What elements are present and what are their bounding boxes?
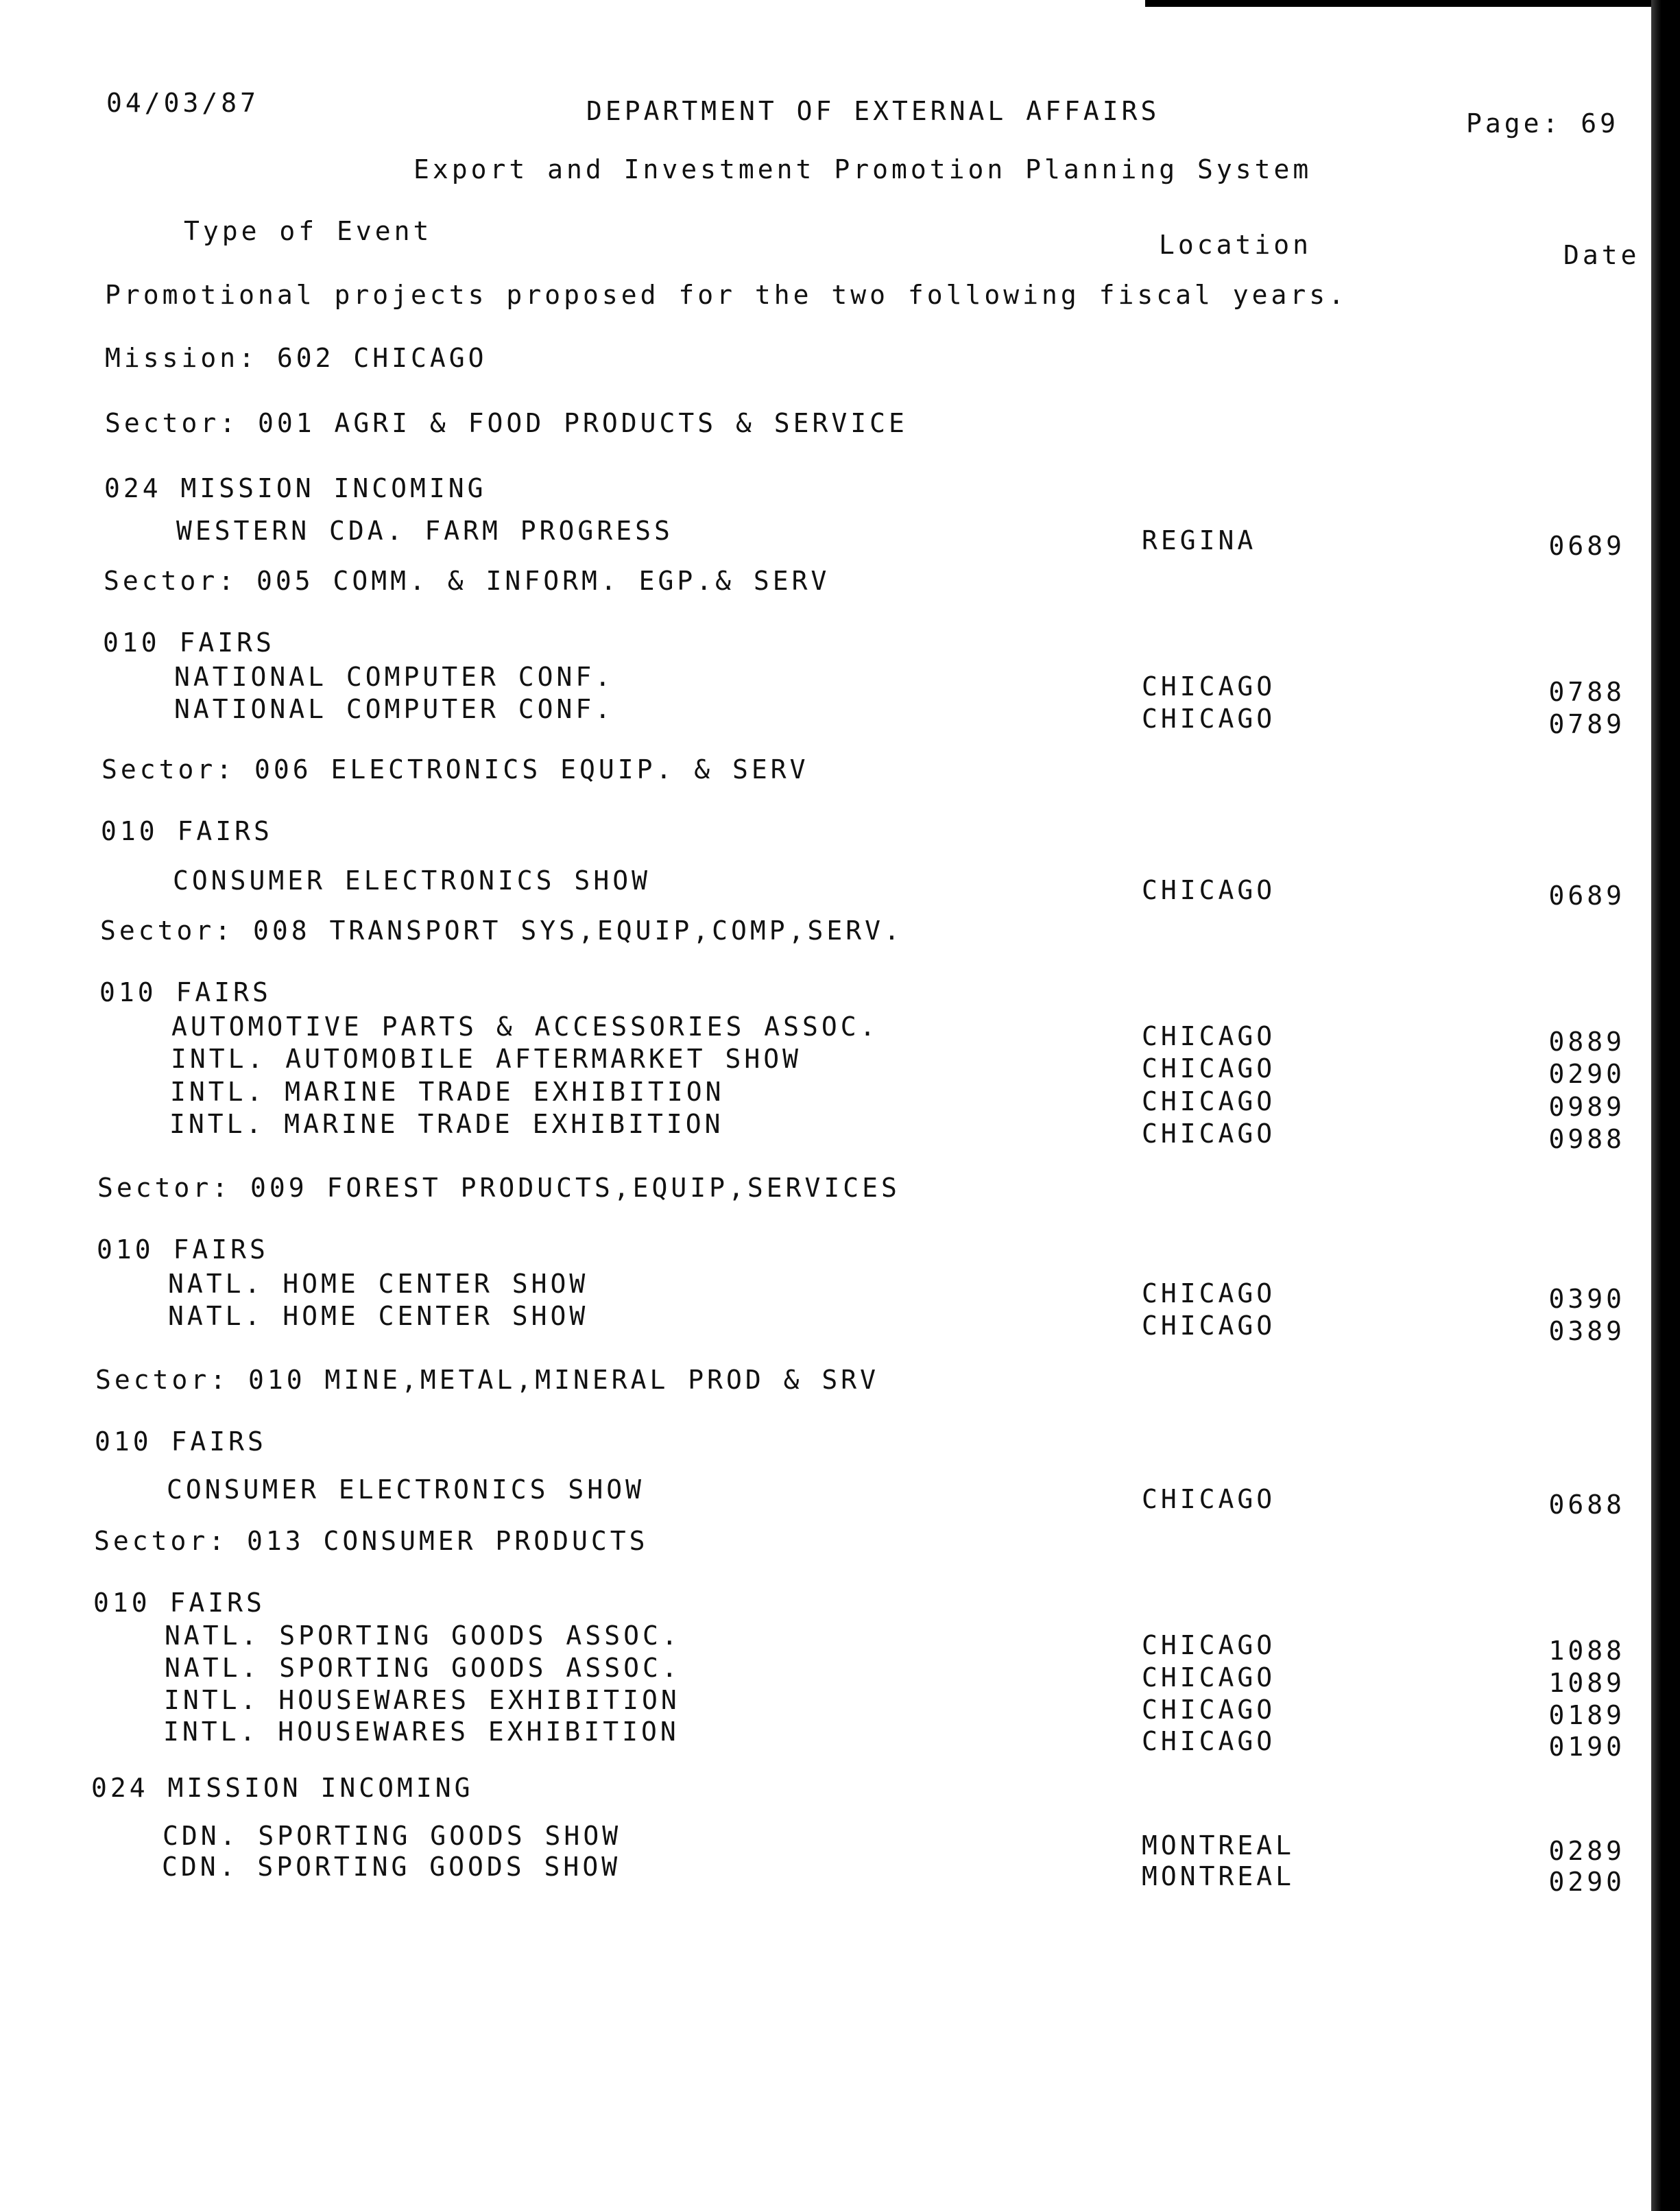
event-name: NATL. SPORTING GOODS ASSOC. bbox=[165, 1621, 681, 1651]
sector-heading bbox=[0, 1526, 1646, 1560]
event-date: 0190 bbox=[1548, 1732, 1625, 1762]
report-date: 04/03/87 bbox=[106, 88, 260, 118]
sector-label: Sector: 005 COMM. & INFORM. EGP.& SERV bbox=[104, 566, 830, 596]
event-row bbox=[0, 865, 1646, 911]
sector-heading bbox=[0, 1365, 1646, 1399]
event-row bbox=[0, 1044, 1646, 1089]
event-date: 0688 bbox=[1548, 1490, 1625, 1520]
event-type-label: 024 MISSION INCOMING bbox=[91, 1773, 474, 1803]
event-type-heading bbox=[0, 473, 1646, 507]
event-name: CDN. SPORTING GOODS SHOW bbox=[162, 1852, 621, 1882]
event-date: 1089 bbox=[1548, 1668, 1625, 1698]
event-location: CHICAGO bbox=[1142, 1278, 1276, 1308]
scan-edge-right bbox=[1651, 0, 1680, 2211]
system-title: Export and Investment Promotion Planning System bbox=[413, 154, 1312, 184]
event-location: CHICAGO bbox=[1142, 1662, 1276, 1693]
event-row bbox=[0, 662, 1646, 707]
column-location: Location bbox=[1159, 230, 1312, 260]
event-row bbox=[0, 694, 1646, 739]
column-date: Date bbox=[1563, 240, 1640, 270]
sector-label: Sector: 001 AGRI & FOOD PRODUCTS & SERVICE bbox=[105, 408, 908, 438]
event-name: INTL. MARINE TRADE EXHIBITION bbox=[169, 1109, 724, 1139]
event-type-heading bbox=[0, 977, 1646, 1012]
event-row bbox=[0, 1301, 1646, 1346]
event-name: AUTOMOTIVE PARTS & ACCESSORIES ASSOC. bbox=[171, 1012, 879, 1042]
event-location: CHICAGO bbox=[1142, 1086, 1276, 1116]
event-name: CDN. SPORTING GOODS SHOW bbox=[163, 1821, 622, 1851]
event-location: CHICAGO bbox=[1142, 671, 1276, 702]
event-location: CHICAGO bbox=[1142, 1053, 1276, 1084]
event-type-heading bbox=[0, 1773, 1646, 1807]
event-date: 0289 bbox=[1548, 1836, 1625, 1866]
sector-label: Sector: 010 MINE,METAL,MINERAL PROD & SRV bbox=[95, 1365, 879, 1395]
event-name: NATIONAL COMPUTER CONF. bbox=[174, 662, 614, 692]
event-row bbox=[0, 1012, 1646, 1057]
event-date: 0189 bbox=[1548, 1700, 1625, 1730]
event-name: NATL. HOME CENTER SHOW bbox=[168, 1269, 589, 1299]
event-row bbox=[0, 516, 1646, 561]
event-type-label: 010 FAIRS bbox=[103, 628, 275, 658]
event-location: CHICAGO bbox=[1142, 1695, 1276, 1725]
sector-heading bbox=[0, 916, 1646, 950]
sector-heading bbox=[0, 566, 1646, 600]
event-date: 0889 bbox=[1548, 1027, 1625, 1057]
sector-label: Sector: 006 ELECTRONICS EQUIP. & SERV bbox=[101, 754, 809, 785]
event-date: 0989 bbox=[1548, 1092, 1625, 1122]
event-date: 1088 bbox=[1548, 1636, 1625, 1666]
event-row bbox=[0, 1821, 1646, 1866]
event-row bbox=[0, 1109, 1646, 1154]
event-row bbox=[0, 1685, 1646, 1730]
event-date: 0290 bbox=[1548, 1867, 1625, 1897]
event-date: 0689 bbox=[1548, 531, 1625, 561]
event-type-heading bbox=[0, 1234, 1646, 1269]
sector-label: Sector: 008 TRANSPORT SYS,EQUIP,COMP,SERV. bbox=[100, 916, 903, 946]
event-location: CHICAGO bbox=[1142, 1630, 1276, 1660]
event-type-heading bbox=[0, 1426, 1646, 1461]
event-type-label: 010 FAIRS bbox=[99, 977, 272, 1007]
event-location: CHICAGO bbox=[1142, 1311, 1276, 1341]
event-date: 0788 bbox=[1548, 677, 1625, 707]
event-name: INTL. MARINE TRADE EXHIBITION bbox=[170, 1077, 725, 1107]
event-row bbox=[0, 1621, 1646, 1666]
event-location: CHICAGO bbox=[1142, 704, 1276, 734]
event-name: NATL. SPORTING GOODS ASSOC. bbox=[165, 1653, 681, 1683]
event-type-label: 010 FAIRS bbox=[97, 1234, 269, 1265]
department-title: DEPARTMENT OF EXTERNAL AFFAIRS bbox=[586, 96, 1160, 126]
event-name: INTL. HOUSEWARES EXHIBITION bbox=[163, 1717, 680, 1747]
page-number: Page: 69 bbox=[1466, 108, 1620, 139]
sector-heading bbox=[0, 754, 1646, 789]
event-date: 0290 bbox=[1548, 1059, 1625, 1089]
event-name: CONSUMER ELECTRONICS SHOW bbox=[167, 1474, 645, 1505]
event-row bbox=[0, 1717, 1646, 1762]
event-name: INTL. HOUSEWARES EXHIBITION bbox=[164, 1685, 680, 1715]
event-name: WESTERN CDA. FARM PROGRESS bbox=[176, 516, 673, 546]
sector-label: Sector: 009 FOREST PRODUCTS,EQUIP,SERVICES bbox=[97, 1173, 900, 1203]
event-location: MONTREAL bbox=[1142, 1830, 1295, 1861]
event-date: 0390 bbox=[1548, 1284, 1625, 1314]
event-name: NATL. HOME CENTER SHOW bbox=[168, 1301, 589, 1331]
event-type-label: 024 MISSION INCOMING bbox=[104, 473, 487, 503]
event-location: MONTREAL bbox=[1142, 1861, 1295, 1891]
scan-edge-top bbox=[1145, 0, 1680, 7]
event-location: CHICAGO bbox=[1142, 875, 1276, 905]
sector-label: Sector: 013 CONSUMER PRODUCTS bbox=[94, 1526, 649, 1556]
event-type-label: 010 FAIRS bbox=[93, 1588, 265, 1618]
event-date: 0789 bbox=[1548, 709, 1625, 739]
event-location: CHICAGO bbox=[1142, 1119, 1276, 1149]
event-date: 0988 bbox=[1548, 1124, 1625, 1154]
event-type-heading bbox=[0, 816, 1646, 850]
column-type-of-event: Type of Event bbox=[184, 216, 433, 246]
event-row bbox=[0, 1269, 1646, 1314]
event-location: CHICAGO bbox=[1142, 1484, 1276, 1514]
event-location: CHICAGO bbox=[1142, 1021, 1276, 1051]
mission-line: Mission: 602 CHICAGO bbox=[105, 343, 488, 373]
event-type-label: 010 FAIRS bbox=[101, 816, 273, 846]
event-row bbox=[0, 1852, 1646, 1897]
event-name: INTL. AUTOMOBILE AFTERMARKET SHOW bbox=[171, 1044, 802, 1074]
intro-note: Promotional projects proposed for the two following fiscal years. bbox=[105, 280, 1348, 310]
sector-heading bbox=[0, 1173, 1646, 1207]
event-type-label: 010 FAIRS bbox=[95, 1426, 267, 1457]
event-date: 0389 bbox=[1548, 1316, 1625, 1346]
event-type-heading bbox=[0, 628, 1646, 662]
event-location: REGINA bbox=[1142, 525, 1257, 555]
sector-heading bbox=[0, 408, 1646, 442]
event-name: CONSUMER ELECTRONICS SHOW bbox=[173, 865, 651, 896]
event-date: 0689 bbox=[1548, 881, 1625, 911]
event-location: CHICAGO bbox=[1142, 1726, 1276, 1756]
event-type-heading bbox=[0, 1588, 1646, 1622]
event-row bbox=[0, 1653, 1646, 1698]
event-row bbox=[0, 1474, 1646, 1520]
event-name: NATIONAL COMPUTER CONF. bbox=[174, 694, 614, 724]
event-row bbox=[0, 1077, 1646, 1122]
